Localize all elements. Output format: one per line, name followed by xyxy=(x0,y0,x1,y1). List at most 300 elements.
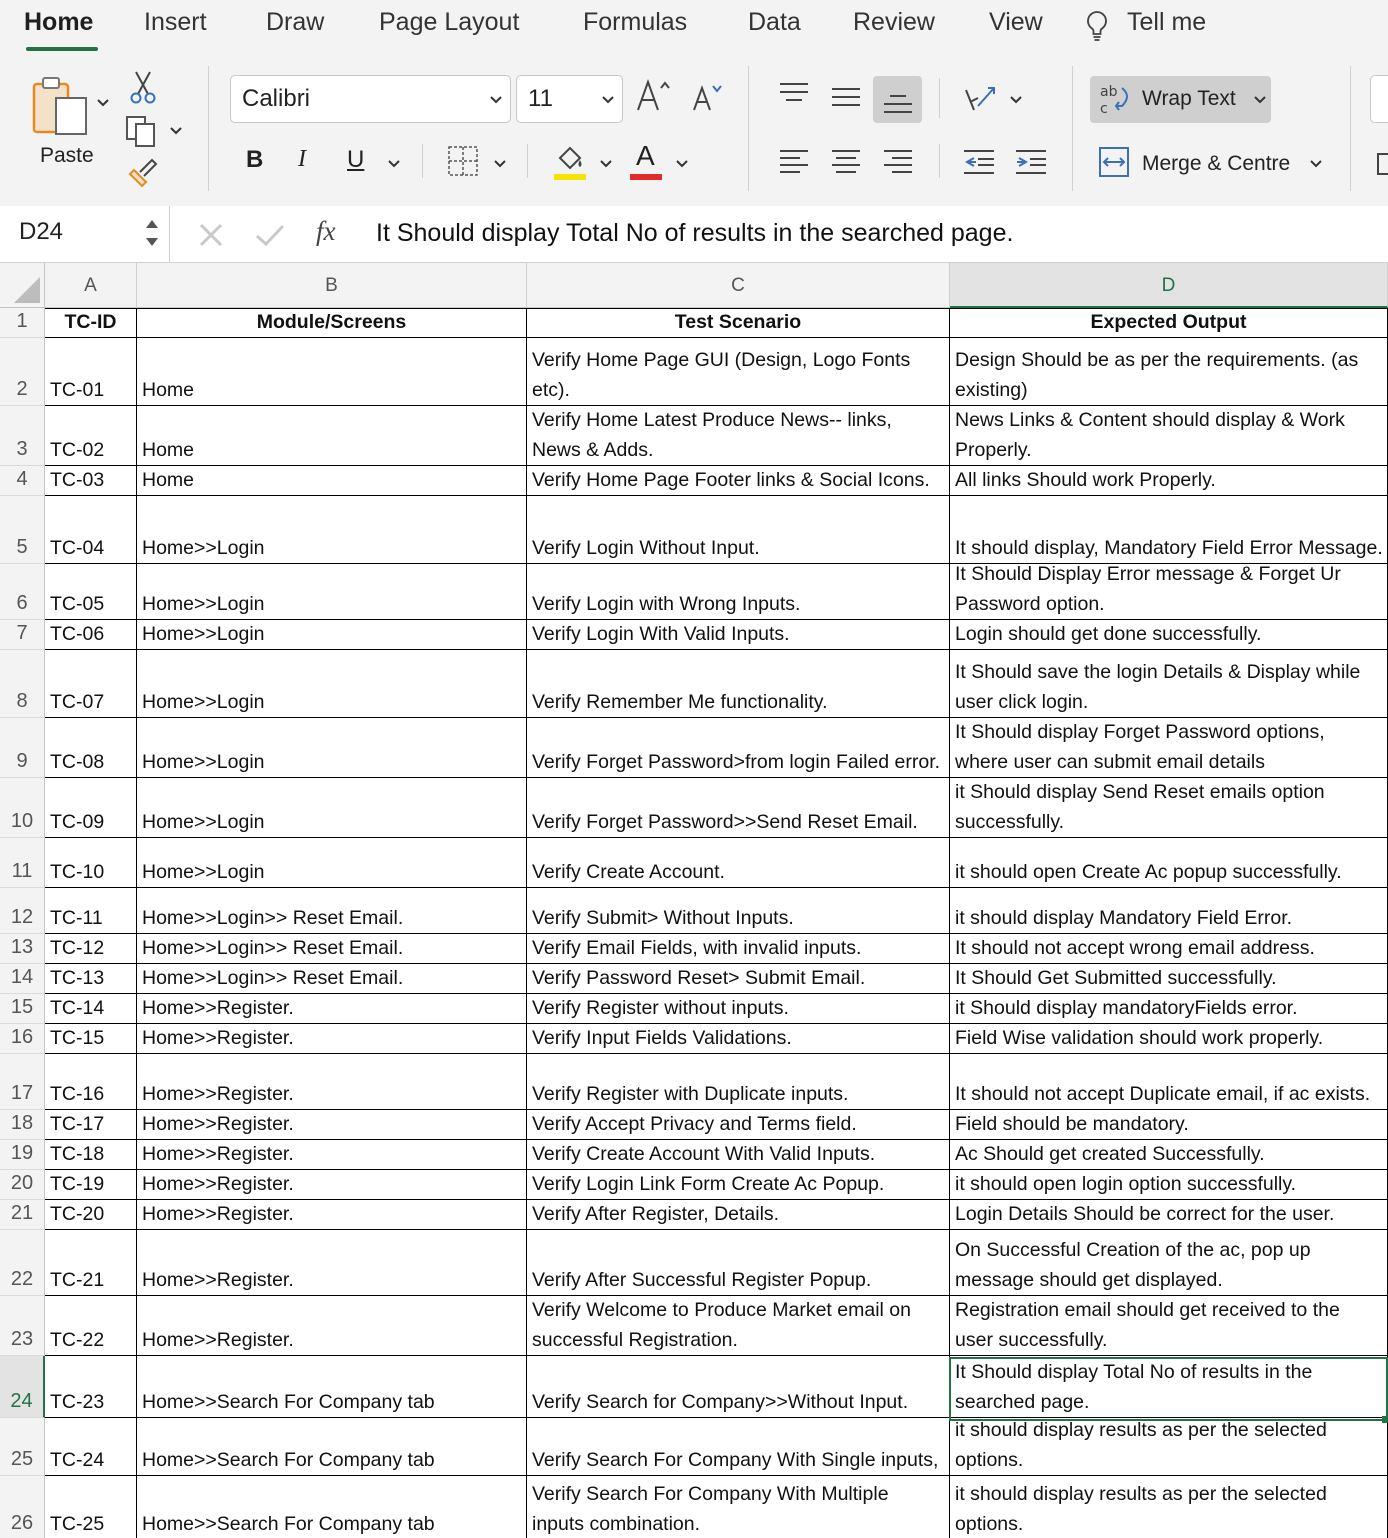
row-number: 10 xyxy=(10,810,34,832)
cell-test-scenario[interactable] xyxy=(527,1418,950,1476)
row-header[interactable] xyxy=(0,466,45,496)
cell-text: Home>>Register. xyxy=(142,1083,294,1105)
cell-text: Verify Search For Company With Single inputs, xyxy=(532,1449,939,1471)
cell-module[interactable] xyxy=(137,620,527,650)
ribbon-separator xyxy=(1350,66,1351,191)
cell-text: Verify Remember Me functionality. xyxy=(532,691,828,713)
cell-module[interactable] xyxy=(137,406,527,466)
ribbon-separator xyxy=(527,144,528,178)
name-box[interactable] xyxy=(0,206,170,262)
cell-text: Home>>Login xyxy=(142,861,265,883)
cell-test-scenario[interactable] xyxy=(527,1054,950,1110)
cell-text: TC-18 xyxy=(50,1143,105,1165)
row-number: 22 xyxy=(10,1268,34,1290)
cell-text: Module/Screens xyxy=(256,311,407,333)
paste-options-chevron-icon[interactable] xyxy=(97,98,109,108)
cell-text: Home>>Register. xyxy=(142,997,294,1019)
cell-test-scenario[interactable] xyxy=(527,1024,950,1054)
cell-tc-id[interactable] xyxy=(45,964,137,994)
row-header[interactable] xyxy=(0,1356,45,1418)
cell-module[interactable] xyxy=(137,496,527,564)
row-header[interactable] xyxy=(0,888,45,934)
cell-text: Home>>Login xyxy=(142,623,265,645)
cell-text: Home>>Register. xyxy=(142,1113,294,1135)
worksheet-grid[interactable] xyxy=(0,263,1388,1538)
cell-tc-id[interactable] xyxy=(45,338,137,406)
cell-text: Registration email should get received to the user successfully. xyxy=(955,1299,1340,1351)
cell-text: it should open login option successfully. xyxy=(955,1173,1297,1195)
cell-text: Home xyxy=(142,469,195,491)
cell-tc-id[interactable] xyxy=(45,1356,137,1418)
tab-review[interactable]: Review xyxy=(853,8,935,36)
row-header[interactable] xyxy=(0,1230,45,1296)
cell-text: TC-14 xyxy=(50,997,105,1019)
cell-text: Home>>Register. xyxy=(142,1027,294,1049)
cell-tc-id[interactable] xyxy=(45,994,137,1024)
column-header-c[interactable]: C xyxy=(527,263,950,308)
row-number: 11 xyxy=(11,860,33,882)
cell-test-scenario[interactable] xyxy=(527,934,950,964)
formula-input[interactable]: It Should display Total No of results in the searched page. xyxy=(376,219,1014,247)
row-number: 17 xyxy=(10,1082,34,1104)
cell-tc-id[interactable] xyxy=(45,1296,137,1356)
ribbon-separator xyxy=(208,66,209,191)
cell-text: Ac Should get created Successfully. xyxy=(955,1143,1265,1165)
cell-tc-id[interactable] xyxy=(45,1054,137,1110)
cell-test-scenario[interactable] xyxy=(527,1476,950,1538)
cell-expected-output[interactable] xyxy=(950,1110,1388,1140)
cell-test-scenario[interactable] xyxy=(527,838,950,888)
cell-text: TC-04 xyxy=(50,537,105,559)
cell-text: TC-01 xyxy=(50,379,105,401)
header-cell[interactable] xyxy=(527,308,950,338)
cell-text: Verify Submit> Without Inputs. xyxy=(532,907,794,929)
cell-text: Verify Welcome to Produce Market email on successful Registration. xyxy=(532,1299,911,1351)
row-header[interactable] xyxy=(0,650,45,718)
column-header-a[interactable]: A xyxy=(45,263,137,308)
cell-test-scenario[interactable] xyxy=(527,496,950,564)
table-row xyxy=(0,406,1388,466)
cell-test-scenario[interactable] xyxy=(527,620,950,650)
cell-expected-output[interactable] xyxy=(950,718,1388,778)
cell-expected-output[interactable] xyxy=(950,1476,1388,1538)
cell-text: It Should display Total No of results in the searched page. xyxy=(955,1361,1313,1413)
merge-centre-icon[interactable] xyxy=(1098,146,1130,178)
cell-module[interactable] xyxy=(137,1054,527,1110)
column-header-b[interactable]: B xyxy=(137,263,527,308)
table-row xyxy=(0,1140,1388,1170)
cell-text: it should display Mandatory Field Error. xyxy=(955,907,1293,929)
cell-tc-id[interactable] xyxy=(45,838,137,888)
fill-color-chevron-icon[interactable] xyxy=(600,159,612,169)
cell-text: It Should save the login Details & Display while user click login. xyxy=(955,661,1361,713)
cell-expected-output[interactable] xyxy=(950,1230,1388,1296)
cell-expected-output[interactable] xyxy=(950,1296,1388,1356)
cell-expected-output[interactable] xyxy=(950,650,1388,718)
cell-expected-output[interactable] xyxy=(950,406,1388,466)
row-header[interactable] xyxy=(0,718,45,778)
cell-tc-id[interactable] xyxy=(45,496,137,564)
font-color-swatch xyxy=(630,174,662,180)
table-row xyxy=(0,888,1388,934)
cell-text: Verify After Register, Details. xyxy=(532,1203,780,1225)
number-format-select[interactable] xyxy=(1370,75,1388,123)
cell-module[interactable] xyxy=(137,964,527,994)
insert-function-button[interactable]: fx xyxy=(316,216,336,246)
name-box-value: D24 xyxy=(19,218,64,245)
cell-text: Verify Create Account With Valid Inputs. xyxy=(532,1143,876,1165)
cell-module[interactable] xyxy=(137,1170,527,1200)
cell-expected-output[interactable] xyxy=(950,1054,1388,1110)
cell-expected-output[interactable] xyxy=(950,964,1388,994)
cell-test-scenario[interactable] xyxy=(527,778,950,838)
cell-module[interactable] xyxy=(137,1230,527,1296)
row-header[interactable] xyxy=(0,994,45,1024)
cell-text: TC-22 xyxy=(50,1329,105,1351)
paste-button[interactable] xyxy=(30,74,92,138)
fill-handle[interactable] xyxy=(1382,1416,1388,1423)
row-header[interactable] xyxy=(0,934,45,964)
cell-tc-id[interactable] xyxy=(45,888,137,934)
cell-tc-id[interactable] xyxy=(45,778,137,838)
decrease-font-size-icon[interactable] xyxy=(692,82,724,112)
table-row xyxy=(0,1024,1388,1054)
row-number: 23 xyxy=(10,1328,34,1350)
format-painter-brush-icon[interactable] xyxy=(126,156,160,190)
merge-centre-button[interactable]: Merge & Centre xyxy=(1142,152,1291,175)
row-header[interactable] xyxy=(0,838,45,888)
header-cell[interactable] xyxy=(950,308,1388,338)
increase-font-size-icon[interactable] xyxy=(636,78,672,112)
cell-module[interactable] xyxy=(137,718,527,778)
cell-text: TC-08 xyxy=(50,751,105,773)
cell-text: it should display results as per the selected options. xyxy=(955,1419,1327,1471)
underline-chevron-icon[interactable] xyxy=(388,159,400,169)
cell-test-scenario[interactable] xyxy=(527,406,950,466)
table-row xyxy=(0,650,1388,718)
cell-tc-id[interactable] xyxy=(45,466,137,496)
column-header-d[interactable]: D xyxy=(950,263,1388,308)
decrease-indent-icon[interactable] xyxy=(962,148,996,176)
tab-formulas[interactable]: Formulas xyxy=(583,8,688,36)
merge-centre-chevron-icon[interactable] xyxy=(1310,159,1322,169)
cell-text: TC-15 xyxy=(50,1027,105,1049)
cell-test-scenario[interactable] xyxy=(527,1296,950,1356)
row-number: 13 xyxy=(10,936,34,958)
row-header[interactable] xyxy=(0,308,45,338)
tab-page-layout[interactable]: Page Layout xyxy=(379,8,520,36)
table-row xyxy=(0,1230,1388,1296)
cell-test-scenario[interactable] xyxy=(527,994,950,1024)
svg-text:c: c xyxy=(1100,101,1108,116)
cell-test-scenario[interactable] xyxy=(527,718,950,778)
cell-module[interactable] xyxy=(137,1140,527,1170)
cell-text: TC-06 xyxy=(50,623,105,645)
cell-text: Verify Home Page GUI (Design, Logo Fonts etc). xyxy=(532,349,911,401)
row-header[interactable] xyxy=(0,1476,45,1538)
row-number: 24 xyxy=(10,1390,33,1412)
row-header[interactable] xyxy=(0,1296,45,1356)
cell-test-scenario[interactable] xyxy=(527,338,950,406)
cell-text: Verify Forget Password>>Send Reset Email. xyxy=(532,811,918,833)
cell-text: Home>>Search For Company tab xyxy=(142,1449,435,1471)
row-number: 12 xyxy=(10,906,34,928)
cell-tc-id[interactable] xyxy=(45,1170,137,1200)
ribbon-tab-bar xyxy=(0,0,1388,56)
cell-expected-output[interactable] xyxy=(950,994,1388,1024)
cell-expected-output[interactable] xyxy=(950,1418,1388,1476)
table-row xyxy=(0,496,1388,564)
orientation-chevron-icon[interactable] xyxy=(1010,95,1022,105)
row-header[interactable] xyxy=(0,1054,45,1110)
row-header[interactable] xyxy=(0,964,45,994)
table-row xyxy=(0,964,1388,994)
cell-test-scenario[interactable] xyxy=(527,1356,950,1418)
fill-color-bucket-icon[interactable] xyxy=(552,142,588,182)
cell-text: Verify Password Reset> Submit Email. xyxy=(532,967,866,989)
cell-test-scenario[interactable] xyxy=(527,1140,950,1170)
conditional-format-icon[interactable] xyxy=(1376,152,1388,176)
cell-tc-id[interactable] xyxy=(45,620,137,650)
cell-text: Verify Login Link Form Create Ac Popup. xyxy=(532,1173,885,1195)
align-center-icon[interactable] xyxy=(830,148,862,176)
cell-tc-id[interactable] xyxy=(45,1200,137,1230)
cell-expected-output[interactable] xyxy=(950,496,1388,564)
font-color-chevron-icon[interactable] xyxy=(676,159,688,169)
borders-icon[interactable] xyxy=(446,144,480,178)
cell-test-scenario[interactable] xyxy=(527,1170,950,1200)
table-row xyxy=(0,1170,1388,1200)
cell-text: Verify Login Without Input. xyxy=(532,537,760,559)
font-color-button[interactable]: A xyxy=(636,140,655,171)
row-header[interactable] xyxy=(0,338,45,406)
cell-module[interactable] xyxy=(137,1024,527,1054)
cell-expected-output[interactable] xyxy=(950,338,1388,406)
cell-text: Verify Home Page Footer links & Social Icons. xyxy=(532,469,930,491)
cell-tc-id[interactable] xyxy=(45,934,137,964)
cell-expected-output[interactable] xyxy=(950,934,1388,964)
cell-module[interactable] xyxy=(137,564,527,620)
cell-text: Verify Input Fields Validations. xyxy=(532,1027,792,1049)
cancel-entry-icon[interactable] xyxy=(198,222,224,248)
cell-expected-output[interactable] xyxy=(950,1170,1388,1200)
row-number: 7 xyxy=(16,622,28,644)
row-header[interactable] xyxy=(0,620,45,650)
cell-text: Verify Register with Duplicate inputs. xyxy=(532,1083,849,1105)
cell-tc-id[interactable] xyxy=(45,1230,137,1296)
row-header[interactable] xyxy=(0,1140,45,1170)
cell-text: Home>>Register. xyxy=(142,1143,294,1165)
cell-test-scenario[interactable] xyxy=(527,888,950,934)
cell-module[interactable] xyxy=(137,466,527,496)
table-row xyxy=(0,934,1388,964)
cell-text: On Successful Creation of the ac, pop up message should get displayed. xyxy=(955,1239,1311,1291)
align-middle-icon[interactable] xyxy=(830,86,862,108)
table-row xyxy=(0,1296,1388,1356)
cell-expected-output[interactable] xyxy=(950,620,1388,650)
ribbon-separator xyxy=(939,78,940,118)
cell-expected-output[interactable] xyxy=(950,564,1388,620)
cell-tc-id[interactable] xyxy=(45,406,137,466)
cell-expected-output[interactable] xyxy=(950,888,1388,934)
cell-module[interactable] xyxy=(137,1418,527,1476)
row-header[interactable] xyxy=(0,778,45,838)
tab-home[interactable]: Home xyxy=(24,8,94,36)
row-header[interactable] xyxy=(0,1024,45,1054)
cell-text: it should display results as per the selected options. xyxy=(955,1483,1327,1535)
cell-expected-output[interactable] xyxy=(950,1356,1388,1418)
cell-text: TC-12 xyxy=(50,937,105,959)
cell-tc-id[interactable] xyxy=(45,650,137,718)
row-number: 20 xyxy=(10,1172,34,1194)
table-row xyxy=(0,564,1388,620)
wrap-text-label: Wrap Text xyxy=(1142,87,1236,110)
cell-text: Verify Accept Privacy and Terms field. xyxy=(532,1113,857,1135)
table-row xyxy=(0,1110,1388,1140)
cell-expected-output[interactable] xyxy=(950,1200,1388,1230)
row-header[interactable] xyxy=(0,564,45,620)
lightbulb-icon xyxy=(1084,10,1110,42)
font-name-chevron-icon[interactable] xyxy=(490,95,502,105)
cell-text: Home>>Search For Company tab xyxy=(142,1391,435,1413)
row-header[interactable] xyxy=(0,1170,45,1200)
row-number: 16 xyxy=(10,1026,34,1048)
cell-module[interactable] xyxy=(137,934,527,964)
cell-module[interactable] xyxy=(137,1296,527,1356)
cell-text: Home>>Login>> Reset Email. xyxy=(142,937,404,959)
cell-module[interactable] xyxy=(137,778,527,838)
cell-module[interactable] xyxy=(137,1476,527,1538)
font-size-select[interactable]: 11 xyxy=(516,75,623,123)
confirm-entry-icon[interactable] xyxy=(254,222,286,248)
cell-test-scenario[interactable] xyxy=(527,1110,950,1140)
row-number: 19 xyxy=(10,1142,34,1164)
align-left-icon[interactable] xyxy=(778,148,810,176)
cell-tc-id[interactable] xyxy=(45,1140,137,1170)
increase-indent-icon[interactable] xyxy=(1014,148,1048,176)
cell-expected-output[interactable] xyxy=(950,1024,1388,1054)
cell-text: Verify After Successful Register Popup. xyxy=(532,1269,872,1291)
cell-text: Home>>Login>> Reset Email. xyxy=(142,967,404,989)
borders-chevron-icon[interactable] xyxy=(494,159,506,169)
cell-tc-id[interactable] xyxy=(45,1476,137,1538)
cell-text: News Links & Content should display & Work Properly. xyxy=(955,409,1345,461)
cell-text: TC-17 xyxy=(50,1113,105,1135)
cell-test-scenario[interactable] xyxy=(527,650,950,718)
row-header[interactable] xyxy=(0,1110,45,1140)
ribbon-separator xyxy=(748,66,749,191)
cell-text: Verify Search For Company With Multiple inputs combination. xyxy=(532,1483,889,1535)
cell-tc-id[interactable] xyxy=(45,564,137,620)
cell-text: It should not accept wrong email address. xyxy=(955,937,1315,959)
table-row xyxy=(0,778,1388,838)
cell-text: Verify Search for Company>>Without Input. xyxy=(532,1391,909,1413)
cell-test-scenario[interactable] xyxy=(527,1230,950,1296)
tab-draw[interactable]: Draw xyxy=(266,8,325,36)
cell-text: All links Should work Properly. xyxy=(955,469,1216,491)
cell-text: Verify Login With Valid Inputs. xyxy=(532,623,790,645)
row-number: 8 xyxy=(16,690,28,712)
cell-text: Verify Register without inputs. xyxy=(532,997,789,1019)
ribbon-home xyxy=(0,56,1388,207)
tab-insert[interactable]: Insert xyxy=(144,8,207,36)
cell-test-scenario[interactable] xyxy=(527,1200,950,1230)
cut-scissors-icon[interactable] xyxy=(130,70,156,104)
row-header[interactable] xyxy=(0,406,45,466)
cell-text: Field should be mandatory. xyxy=(955,1113,1189,1135)
cell-text: Login Details Should be correct for the user. xyxy=(955,1203,1335,1225)
cell-text: Verify Forget Password>from login Failed error. xyxy=(532,751,941,773)
font-name-select[interactable]: Calibri xyxy=(230,75,511,123)
wrap-text-chevron-icon[interactable] xyxy=(1254,95,1266,105)
cell-tc-id[interactable] xyxy=(45,1024,137,1054)
table-row xyxy=(0,1476,1388,1538)
cell-test-scenario[interactable] xyxy=(527,964,950,994)
row-number: 18 xyxy=(10,1112,34,1134)
cell-text: TC-11 xyxy=(50,907,103,929)
cell-module[interactable] xyxy=(137,1200,527,1230)
row-number: 21 xyxy=(10,1202,34,1224)
table-row xyxy=(0,994,1388,1024)
cell-module[interactable] xyxy=(137,838,527,888)
cell-tc-id[interactable] xyxy=(45,1110,137,1140)
cell-module[interactable] xyxy=(137,338,527,406)
font-size-chevron-icon[interactable] xyxy=(602,95,614,105)
tab-data[interactable]: Data xyxy=(748,8,801,36)
cell-test-scenario[interactable] xyxy=(527,564,950,620)
cell-module[interactable] xyxy=(137,1356,527,1418)
cell-expected-output[interactable] xyxy=(950,466,1388,496)
name-box-stepper-icon[interactable] xyxy=(144,216,160,250)
header-cell[interactable] xyxy=(137,308,527,338)
copy-options-chevron-icon[interactable] xyxy=(170,126,182,136)
orientation-icon[interactable] xyxy=(962,82,998,116)
align-right-icon[interactable] xyxy=(882,148,914,176)
cell-text: it should open Create Ac popup successfully. xyxy=(955,861,1342,883)
cell-tc-id[interactable] xyxy=(45,718,137,778)
tab-view[interactable]: View xyxy=(989,8,1043,36)
select-all-corner[interactable] xyxy=(0,263,45,308)
cell-text: TC-23 xyxy=(50,1391,105,1413)
cell-text: It Should Get Submitted successfully. xyxy=(955,967,1277,989)
align-top-icon[interactable] xyxy=(778,82,810,104)
cell-text: Home>>Register. xyxy=(142,1203,294,1225)
row-header[interactable] xyxy=(0,1200,45,1230)
cell-text: TC-24 xyxy=(50,1449,105,1471)
copy-icon[interactable] xyxy=(124,114,160,148)
row-number: 26 xyxy=(10,1512,34,1534)
row-number: 2 xyxy=(16,378,28,400)
row-header[interactable] xyxy=(0,1418,45,1476)
cell-test-scenario[interactable] xyxy=(527,466,950,496)
cell-module[interactable] xyxy=(137,994,527,1024)
cell-expected-output[interactable] xyxy=(950,778,1388,838)
cell-text: Home>>Register. xyxy=(142,1269,294,1291)
row-header[interactable] xyxy=(0,496,45,564)
cell-tc-id[interactable] xyxy=(45,1418,137,1476)
cell-module[interactable] xyxy=(137,1110,527,1140)
cell-expected-output[interactable] xyxy=(950,1140,1388,1170)
tell-me-search[interactable]: Tell me xyxy=(1127,8,1207,36)
bold-button[interactable]: B xyxy=(246,146,264,173)
cell-module[interactable] xyxy=(137,650,527,718)
italic-button[interactable]: I xyxy=(298,146,306,172)
underline-button[interactable]: U xyxy=(347,146,365,173)
cell-module[interactable] xyxy=(137,888,527,934)
cell-expected-output[interactable] xyxy=(950,838,1388,888)
header-cell[interactable] xyxy=(45,308,137,338)
wrap-text-icon xyxy=(1098,82,1134,116)
